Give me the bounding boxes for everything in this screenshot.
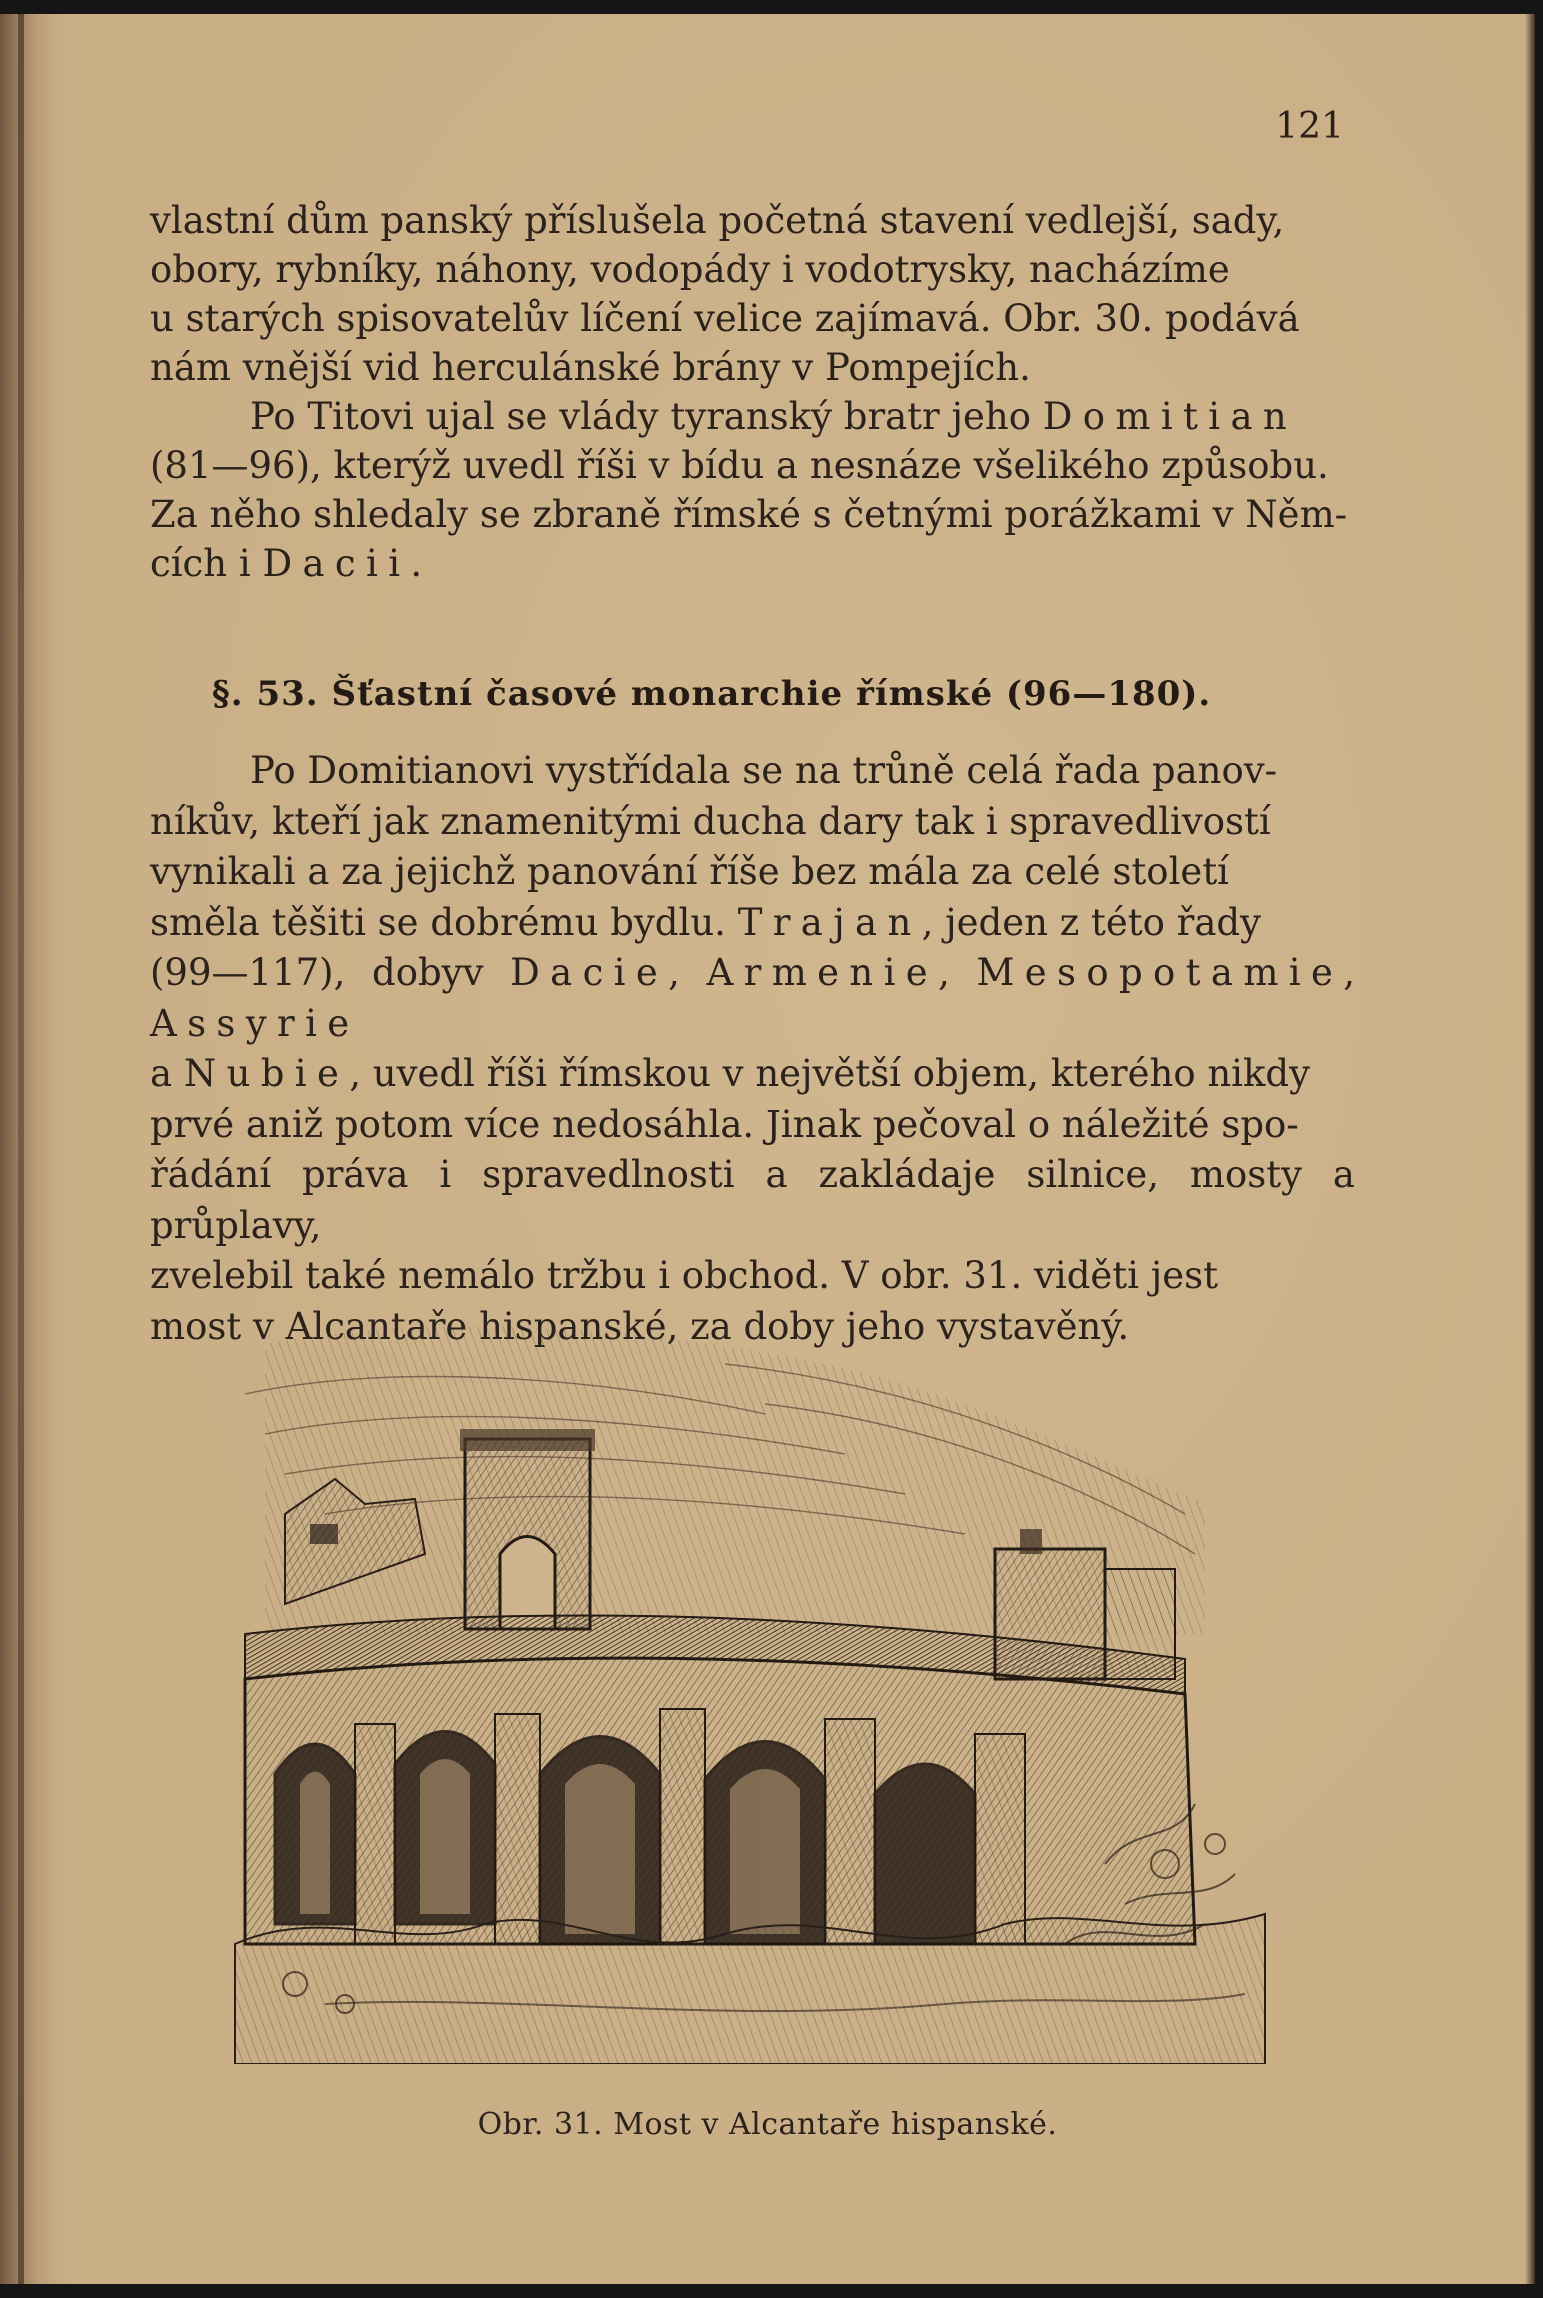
- line-start: cích i: [150, 542, 263, 585]
- paragraph-continued: [150, 196, 1355, 392]
- book-page: [0, 14, 1535, 2284]
- line-start: směla těšiti se dobrému bydlu.: [150, 900, 738, 944]
- punctuation: .: [410, 542, 423, 585]
- figure-caption: Obr. 31. Most v Alcantaře hispanské.: [477, 2107, 1058, 2142]
- line: obory, rybníky, náhony, vodopády i vodotrysky, nacházíme: [150, 248, 1230, 291]
- line: (81—96), kterýž uvedl říši v bídu a nesnáze všelikého způsobu.: [150, 444, 1329, 487]
- page-edge-shadow: [1525, 14, 1535, 2284]
- line: most v Alcantaře hispanské, za doby jeho vystavěný.: [150, 1304, 1130, 1348]
- place-name-nubie: Nubie: [183, 1052, 350, 1095]
- paragraph-domitian: [150, 392, 1355, 588]
- line-end: , jeden z této řady: [921, 900, 1261, 944]
- separator: ,: [1343, 951, 1355, 994]
- page-number: 121: [1275, 106, 1344, 147]
- line: vynikali a za jejichž panování říše bez mála za celé století: [150, 850, 1230, 893]
- place-name-assyrie: Assyrie: [150, 1001, 360, 1045]
- gutter-line: [18, 14, 24, 2284]
- place-name-mesopotamie: Mesopotamie: [976, 951, 1344, 994]
- line-start: (99—117), dobyv: [150, 951, 511, 994]
- line: u starých spisovatelův líčení velice zajímavá. Obr. 30. podává: [150, 297, 1300, 340]
- emperor-name-domitian: Domitian: [1042, 395, 1298, 438]
- line: nám vnější vid herculánské brány v Pompejích.: [150, 346, 1031, 389]
- book-spine-shadow: [0, 14, 52, 2284]
- bridge-engraving-illustration: [205, 1304, 1295, 2064]
- emperor-name-trajan: Trajan: [737, 900, 922, 944]
- line-start: a: [150, 1052, 184, 1095]
- place-name-dacie: Dacie: [510, 951, 669, 994]
- line-start: Po Titovi ujal se vlády tyranský bratr jeho: [250, 395, 1043, 438]
- line: Po Domitianovi vystřídala se na trůně celá řada panov-: [250, 749, 1278, 792]
- section-heading: §. 53. Šťastní časové monarchie římské (96—180).: [212, 674, 1212, 714]
- place-name-dacii: Dacii: [262, 542, 411, 585]
- line: prvé aniž potom více nedosáhla. Jinak pečoval o náležité spo-: [150, 1102, 1299, 1146]
- line: řádání práva i spravedlnosti a zakládaje silnice, mosty a průplavy,: [150, 1153, 1355, 1247]
- separator: ,: [668, 951, 707, 994]
- paragraph-trajan: [150, 746, 1355, 1352]
- line: Za něho shledaly se zbraně římské s četnými porážkami v Něm-: [150, 493, 1348, 536]
- paragraph-body: [150, 746, 1355, 1352]
- separator: ,: [938, 951, 977, 994]
- line: níkův, kteří jak znamenitými ducha dary tak i spravedlivostí: [150, 799, 1271, 843]
- opening-paragraphs: [150, 196, 1355, 588]
- line: vlastní dům panský příslušela početná stavení vedlejší, sady,: [150, 199, 1285, 242]
- line: zvelebil také nemálo tržbu i obchod. V obr. 31. viděti jest: [150, 1254, 1218, 1297]
- line-end: , uvedl říši římskou v největší objem, kterého nikdy: [349, 1052, 1311, 1095]
- place-name-armenie: Armenie: [706, 951, 939, 994]
